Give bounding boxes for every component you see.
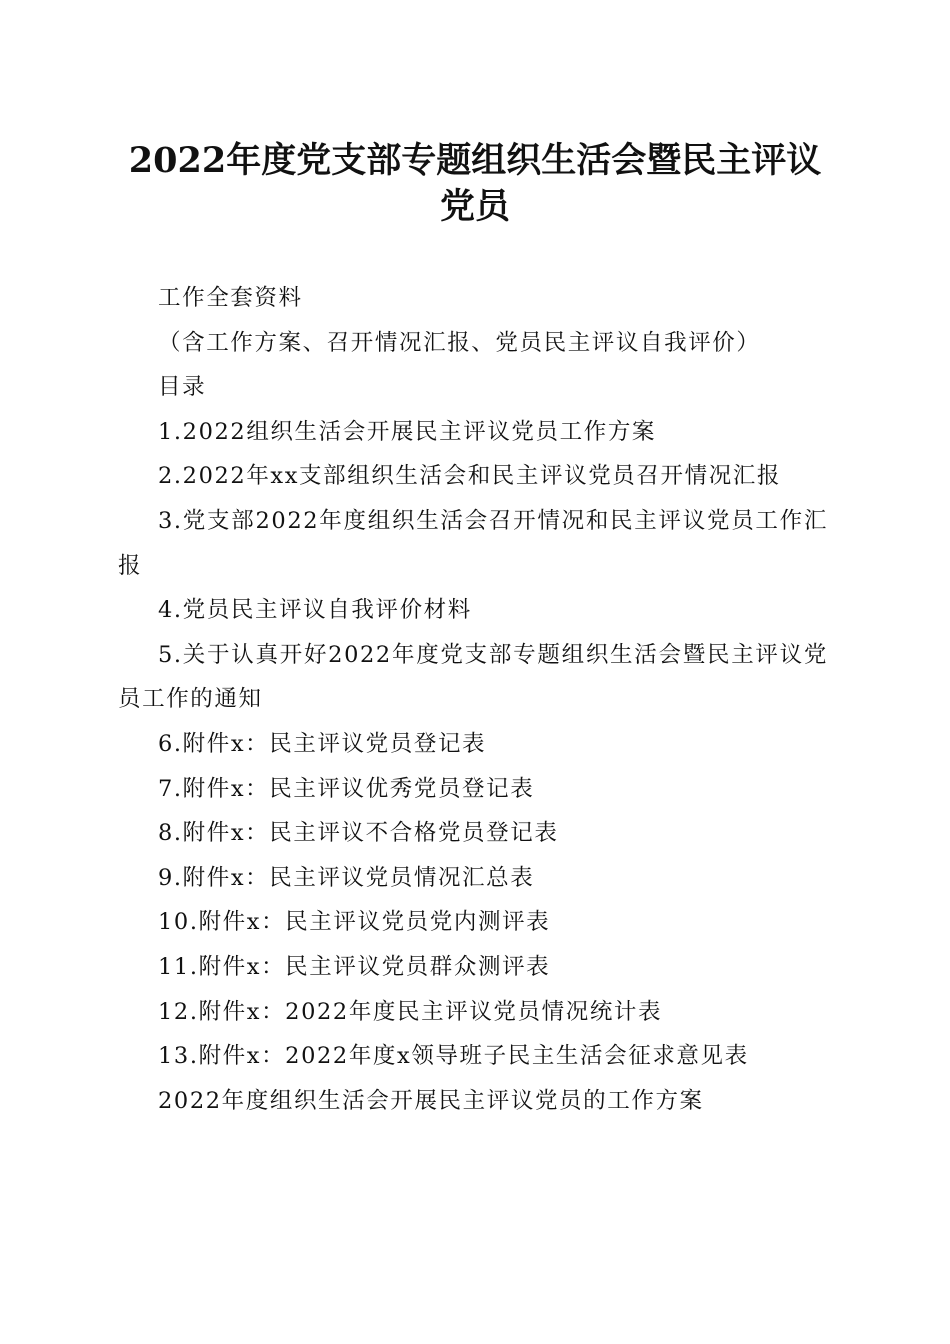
section-heading: 2022年度组织生活会开展民主评议党员的工作方案 [158, 1087, 704, 1114]
paragraph-subtitle: 工作全套资料 [158, 285, 303, 311]
document-body [118, 276, 828, 1123]
paragraph-contents-note: （含工作方案、召开情况汇报、党员民主评议自我评价） [158, 329, 761, 356]
toc-item: 4.党员民主评议自我评价材料 [158, 597, 472, 624]
toc-item: 1.2022组织生活会开展民主评议党员工作方案 [158, 418, 657, 445]
document-title [110, 138, 840, 230]
paragraph-toc-heading: 目录 [158, 374, 207, 401]
toc-item: 3.党支部2022年度组织生活会召开情况和民主评议党员工作汇报 [118, 507, 828, 579]
toc-item: 10.附件x：民主评议党员党内测评表 [158, 909, 551, 936]
toc-item: 13.附件x：2022年度x领导班子民主生活会征求意见表 [158, 1043, 749, 1070]
title-line-2: 党员 [439, 186, 510, 227]
toc-item: 9.附件x：民主评议党员情况汇总表 [158, 864, 535, 891]
toc-item: 12.附件x：2022年度民主评议党员情况统计表 [158, 998, 663, 1025]
toc-item: 11.附件x：民主评议党员群众测评表 [158, 953, 551, 980]
toc-item: 5.关于认真开好2022年度党支部专题组织生活会暨民主评议党员工作的通知 [118, 641, 828, 713]
toc-item: 2.2022年xx支部组织生活会和民主评议党员召开情况汇报 [158, 463, 782, 490]
toc-item: 7.附件x：民主评议优秀党员登记表 [158, 775, 535, 802]
title-line-1: 2022年度党支部专题组织生活会暨民主评议 [128, 140, 822, 181]
toc-item: 8.附件x：民主评议不合格党员登记表 [158, 820, 559, 847]
toc-item: 6.附件x：民主评议党员登记表 [158, 730, 487, 757]
